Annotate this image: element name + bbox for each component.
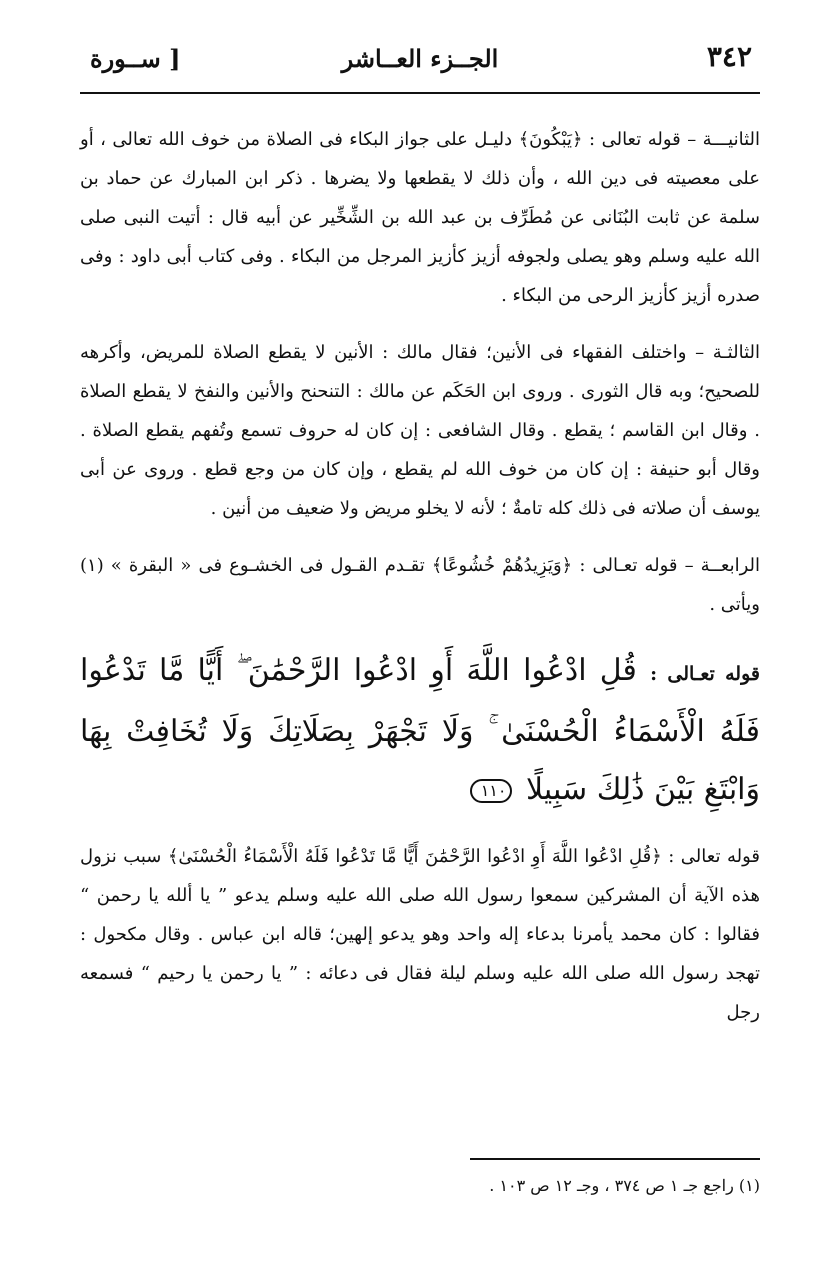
paragraph-second-issue: الثانيـــة – قوله تعالى : ﴿يَبْكُونَ﴾ دليـل على جواز البكاء فى الصلاة من خوف الله تعالى ، أو على معصيته فى دين الله ، وأن ذلك لا يقطعها ولا يضرها . ذكر ابن المبارك عن حماد بن سلمة عن ثابت البُنَانى عن مُطَرِّف بن عبد الله بن الشِّخِّير عن أبيه قال : أتيت النبى صلى الله عليه وسلم وهو يصلى ولجوفه أزيز كأزيز المرجل من البكاء . وفى كتاب أبى داود : وفى صدره أزيز كأزيز الرحى من البكاء . [80,129,760,306]
book-page [80,32,760,1242]
header-divider [80,92,760,94]
verse-number: ١١٠ [470,779,512,803]
verse-lead: قوله تعـالى : [650,663,760,685]
surah-marker: [ ســورة [90,44,181,73]
page-header [80,32,760,86]
quran-verse-text: قُلِ ادْعُوا اللَّهَ أَوِ ادْعُوا الرَّحْمَٰنَ ۖ أَيًّا مَّا تَدْعُوا فَلَهُ الْأَسْمَاءُ الْحُسْنَىٰ ۚ وَلَا تَجْهَرْ بِصَلَاتِكَ وَلَا تُخَافِتْ بِهَا وَابْتَغِ بَيْنَ ذَٰلِكَ سَبِيلًا [80,653,760,807]
page-number: ٣٤٢ [706,40,752,73]
quran-verse-block [80,642,760,819]
paragraph-third-issue: الثالثـة – واختلف الفقهاء فى الأنين؛ فقال مالك : الأنين لا يقطع الصلاة للمريض، وأكرهه للصحيح؛ وبه قال الثورى . وروى ابن الحَكَم عن مالك : التنحنح والأنين والنفخ لا يقطع الصلاة . وقال ابن القاسم ؛ يقطع . وقال الشافعى : إن كان له حروف تسمع وتُفهم يقطع الصلاة . وقال أبو حنيفة : إن كان من خوف الله لم يقطع ، وإن كان من وجع قطع . وروى عن أبى يوسف أن صلاته فى ذلك كله تامةٌ ؛ لأنه لا يخلو مريض ولا ضعيف من أنين . [80,342,760,519]
page-content [80,120,760,1050]
commentary-paragraph: قوله تعالى : ﴿قُلِ ادْعُوا اللَّهَ أَوِ ادْعُوا الرَّحْمَٰنَ أَيًّا مَّا تَدْعُوا فَلَهُ الْأَسْمَاءُ الْحُسْنَىٰ﴾ سبب نزول هذه الآية أن المشركين سمعوا رسول الله صلى الله عليه وسلم يدعو ” يا ألله يا رحمن “ فقالوا : كان محمد يأمرنا بدعاء إله واحد وهو يدعو إلهين؛ قاله ابن عباس . وقال مكحول : تهجد رسول الله صلى الله عليه وسلم ليلة فقال فى دعائه : ” يا رحمن يا رحيم “ فسمعه رجل [80,846,760,1023]
running-title: الجــزء العــاشر [341,44,499,73]
footnote-divider [470,1158,760,1160]
footnote: (١) راجع جـ ١ ص ٣٧٤ ، وجـ ١٢ ص ١٠٣ . [489,1176,760,1195]
paragraph-fourth-issue: الرابعــة – قوله تعـالى : ﴿وَيَزِيدُهُمْ خُشُوعًا﴾ تقـدم القـول فى الخشـوع فى « البقرة » (١) ويأتى . [80,555,760,615]
